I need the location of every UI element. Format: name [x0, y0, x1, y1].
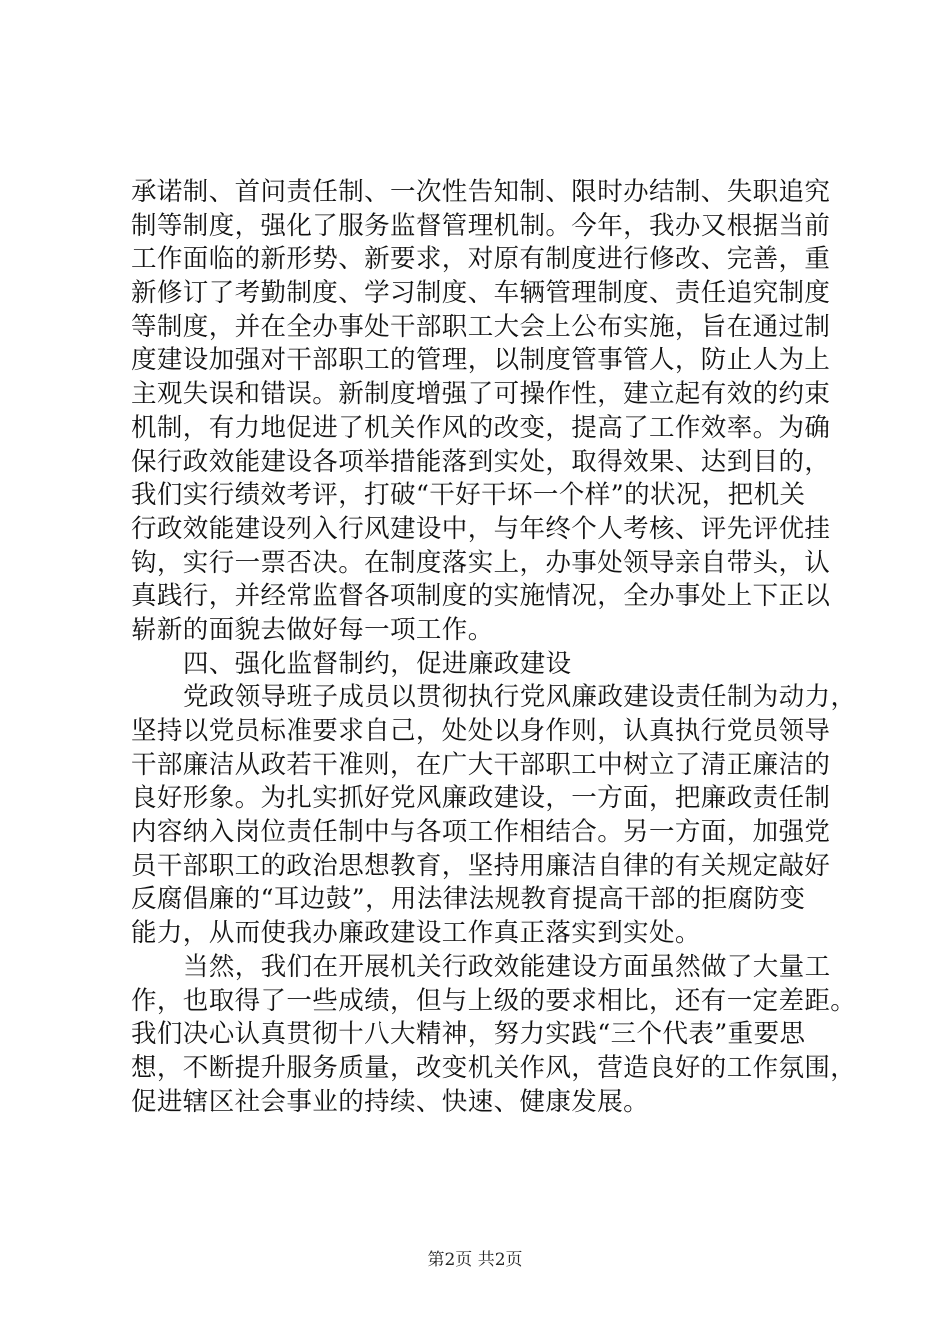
text-line: 我们决心认真贯彻十八大精神，努力实践“三个代表”重要思: [131, 1019, 806, 1050]
text-line: 新修订了考勤制度、学习制度、车辆管理制度、责任追究制度: [131, 278, 831, 309]
text-line: 坚持以党员标准要求自己，处处以身作则，认真执行党员领导: [131, 716, 831, 746]
document-body: [131, 176, 857, 1119]
text-line: 机制，有力地促进了机关作风的改变，提高了工作效率。为确: [131, 412, 831, 443]
text-line: 承诺制、首问责任制、一次性告知制、限时办结制、失职追究: [131, 177, 831, 207]
text-line: 员干部职工的政治思想教育，坚持用廉洁自律的有关规定敲好: [131, 850, 831, 881]
page-footer: 第2页 共2页: [427, 1250, 523, 1270]
text-line: 当然，我们在开展机关行政效能建设方面虽然做了大量工: [183, 951, 831, 982]
text-line: 崭新的面貌去做好每一项工作。: [131, 614, 494, 645]
text-line: 内容纳入岗位责任制中与各项工作相结合。另一方面，加强党: [131, 817, 831, 848]
text-line: 良好形象。为扎实抓好党风廉政建设，一方面，把廉政责任制: [131, 783, 831, 814]
text-line: 促进辖区社会事业的持续、快速、健康发展。: [131, 1086, 650, 1117]
text-line: 能力，从而使我办廉政建设工作真正落实到实处。: [131, 918, 701, 949]
text-line: 等制度，并在全办事处干部职工大会上公布实施，旨在通过制: [131, 311, 831, 342]
text-line: 主观失误和错误。新制度增强了可操作性，建立起有效的约束: [131, 379, 831, 410]
text-line: 保行政效能建设各项举措能落到实处，取得效果、达到目的，: [131, 446, 831, 477]
text-line: 钩，实行一票否决。在制度落实上，办事处领导亲自带头，认: [131, 547, 831, 578]
text-line: 反腐倡廉的“耳边鼓”，用法律法规教育提高干部的拒腐防变: [131, 884, 806, 915]
text-line: 度建设加强对干部职工的管理，以制度管事管人，防止人为上: [131, 345, 831, 376]
text-line: 作，也取得了一些成绩，但与上级的要求相比，还有一定差距。: [131, 985, 857, 1016]
section-heading: 四、强化监督制约，促进廉政建设: [183, 648, 572, 679]
text-line: 干部廉洁从政若干准则，在广大干部职工中树立了清正廉洁的: [131, 749, 831, 780]
text-line: 想，不断提升服务质量，改变机关作风，营造良好的工作氛围，: [131, 1052, 857, 1083]
text-line: 我们实行绩效考评，打破“干好干坏一个样”的状况，把机关: [131, 480, 806, 511]
text-line: 工作面临的新形势、新要求，对原有制度进行修改、完善，重: [131, 244, 831, 275]
text-line: 党政领导班子成员以贯彻执行党风廉政建设责任制为动力，: [183, 682, 857, 713]
text-line: 真践行，并经常监督各项制度的实施情况，全办事处上下正以: [131, 581, 831, 612]
text-line: 行政效能建设列入行风建设中，与年终个人考核、评先评优挂: [131, 513, 831, 544]
text-line: 制等制度，强化了服务监督管理机制。今年，我办又根据当前: [131, 210, 831, 241]
